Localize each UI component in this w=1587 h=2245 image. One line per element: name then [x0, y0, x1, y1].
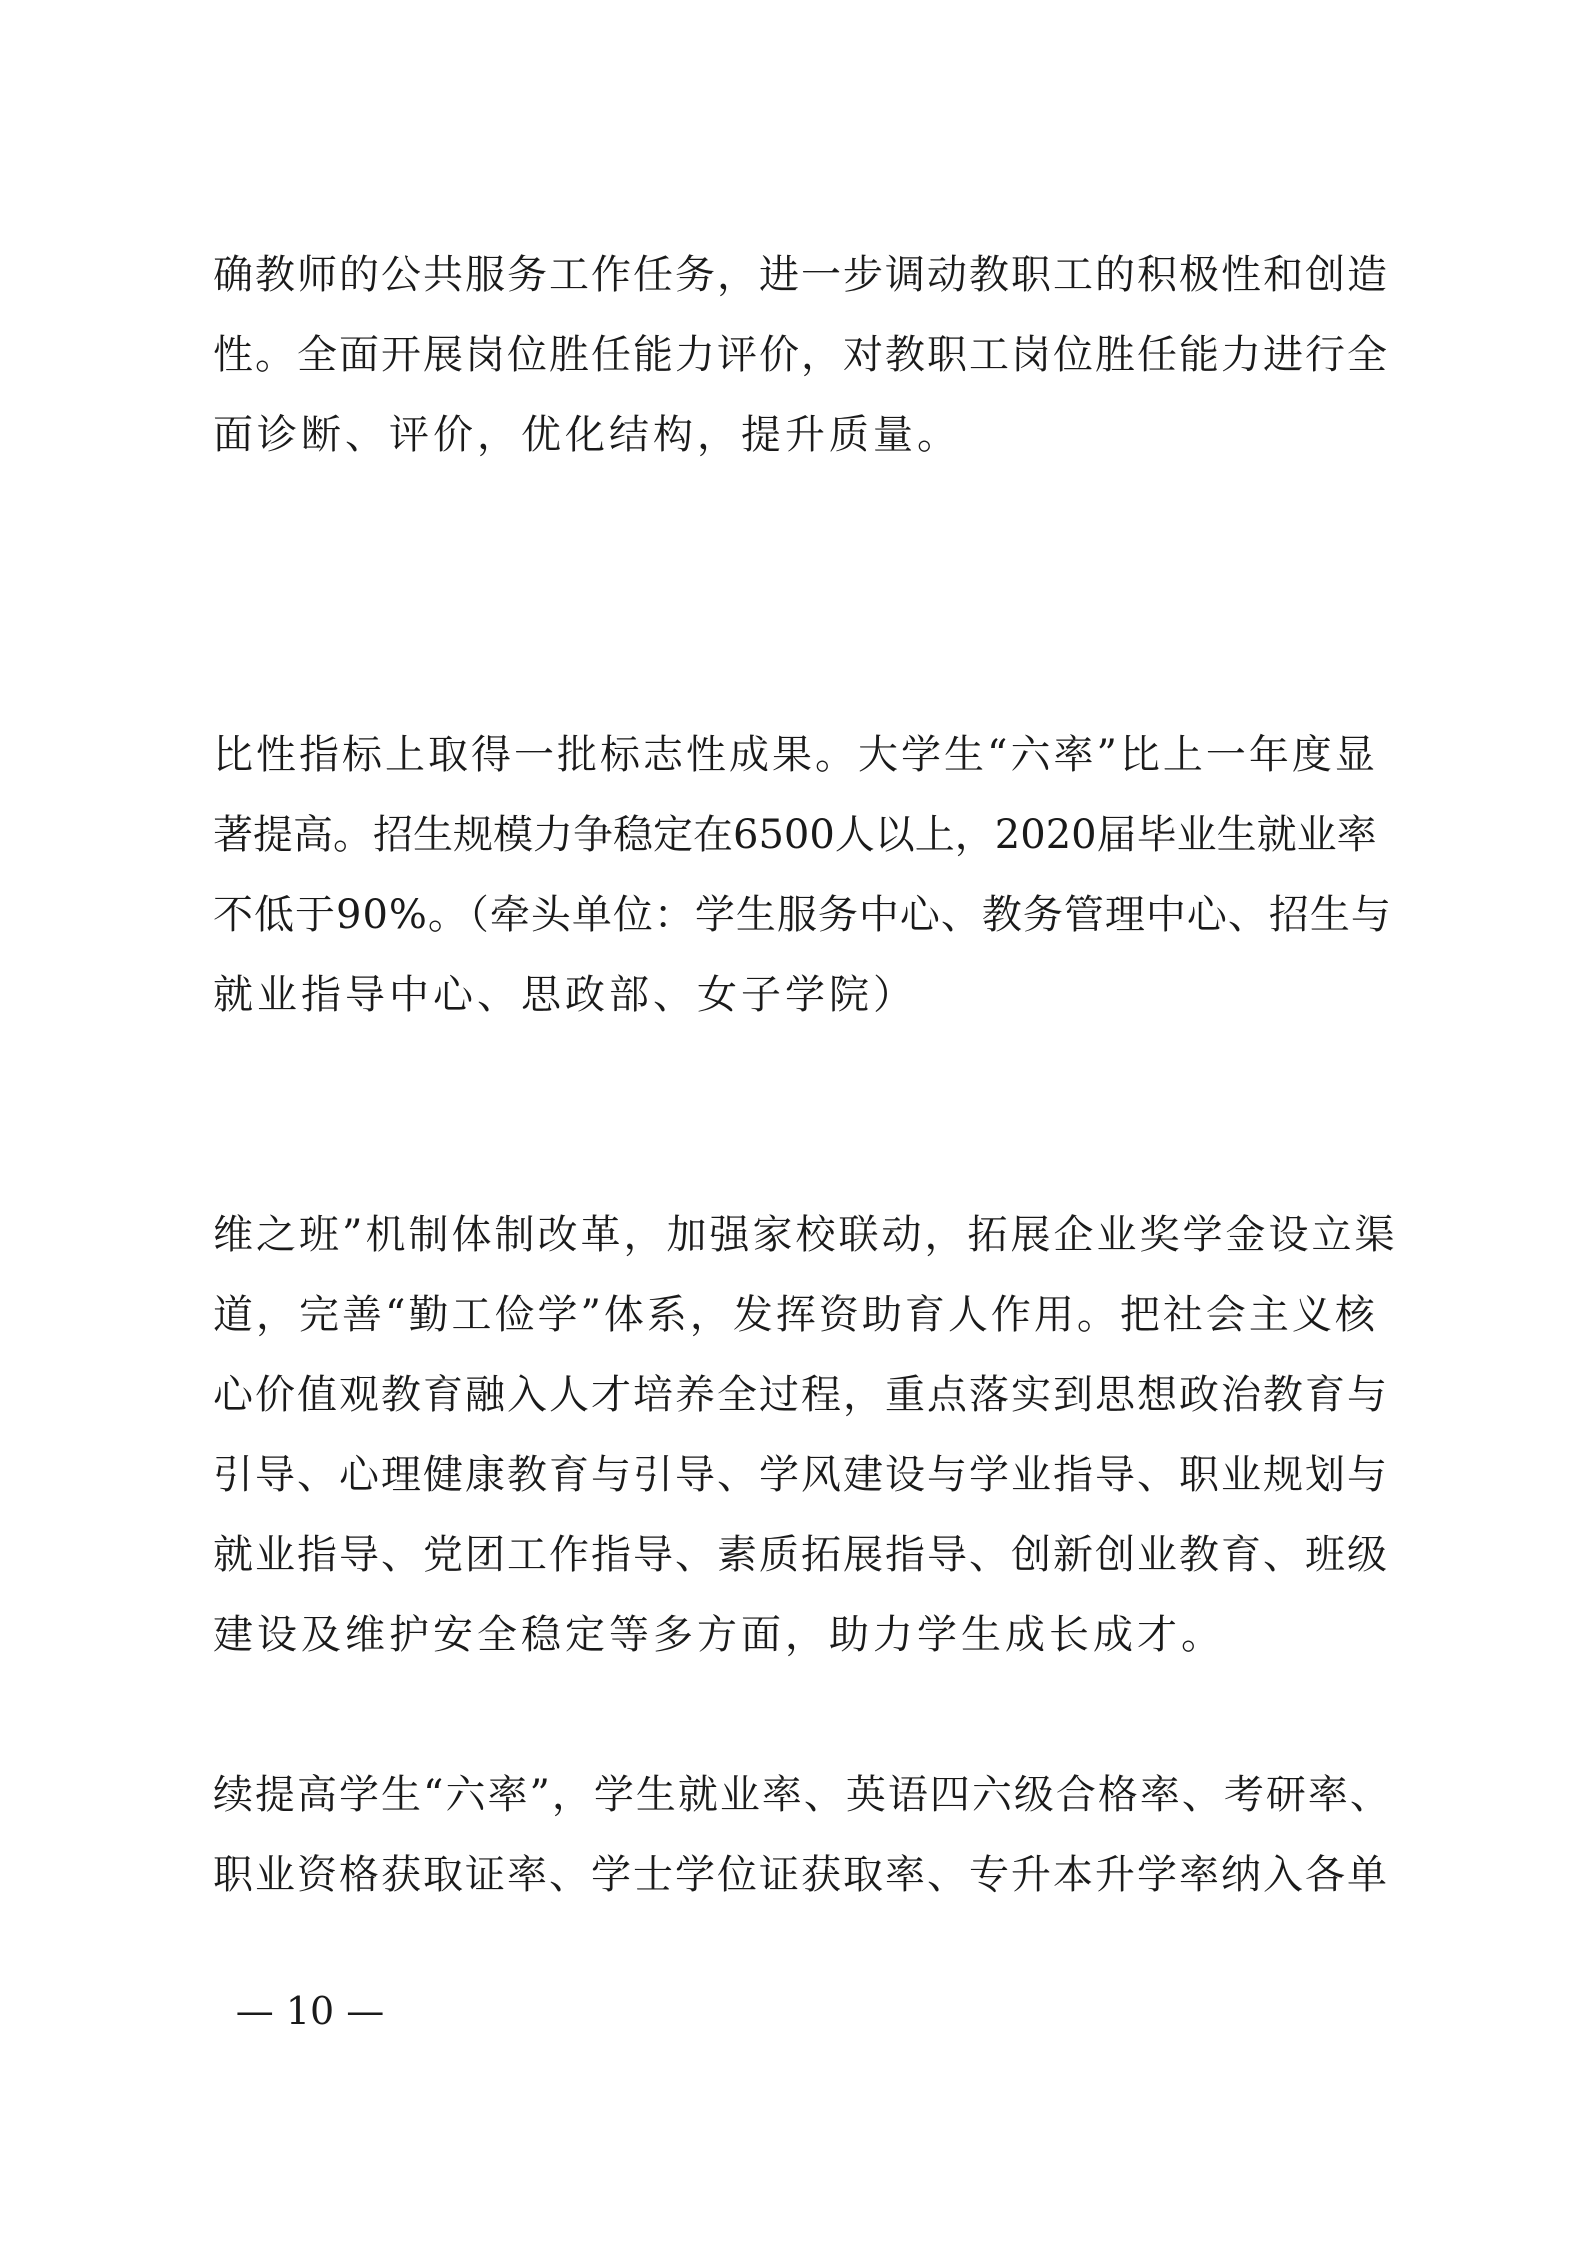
body-text-line: 续提高学生“六率”，学生就业率、英语四六级合格率、考研率、 — [213, 1772, 1392, 1818]
body-text-line: 建设及维护安全稳定等多方面，助力学生成长成才。 — [213, 1612, 1225, 1658]
body-text-line: 比性指标上取得一批标志性成果。大学生“六率”比上一年度显 — [213, 732, 1378, 778]
body-text-line: 不低于90%。（牵头单位：学生服务中心、教务管理中心、招生与 — [213, 892, 1392, 938]
body-text-line: 维之班”机制体制改革，加强家校联动，拓展企业奖学金设立渠 — [213, 1212, 1398, 1258]
body-text-line: 就业指导中心、思政部、女子学院） — [213, 972, 917, 1018]
body-text-line: 心价值观教育融入人才培养全过程，重点落实到思想政治教育与 — [213, 1372, 1389, 1418]
subsection-title-main-measures — [296, 1045, 1466, 1105]
page-number: — 10 — — [235, 1989, 385, 2033]
body-text-line: 性。全面开展岗位胜任能力评价，对教职工岗位胜任能力进行全 — [213, 332, 1389, 378]
body-text-line: 就业指导、党团工作指导、素质拓展指导、创新创业教育、班级 — [213, 1532, 1389, 1578]
item-2-first-line — [296, 1685, 1466, 1745]
body-text-line — [296, 645, 1466, 705]
item-1-first-line — [286, 1125, 1456, 1185]
body-text-line: 引导、心理健康教育与引导、学风建设与学业指导、职业规划与 — [213, 1452, 1389, 1498]
body-text-line: 职业资格获取证率、学士学位证获取率、专升本升学率纳入各单 — [213, 1852, 1389, 1898]
section-heading — [296, 485, 1466, 545]
body-text-line: 面诊断、评价，优化结构，提升质量。 — [213, 412, 961, 458]
body-text-line: 著提高。招生规模力争稳定在6500人以上，2020届毕业生就业率 — [213, 812, 1377, 858]
body-text-line: 确教师的公共服务工作任务，进一步调动教职工的积极性和创造 — [213, 252, 1389, 298]
subsection-title-task-goal — [296, 565, 1466, 625]
body-text-line: 道，完善“勤工俭学”体系，发挥资助育人作用。把社会主义核 — [213, 1292, 1378, 1338]
